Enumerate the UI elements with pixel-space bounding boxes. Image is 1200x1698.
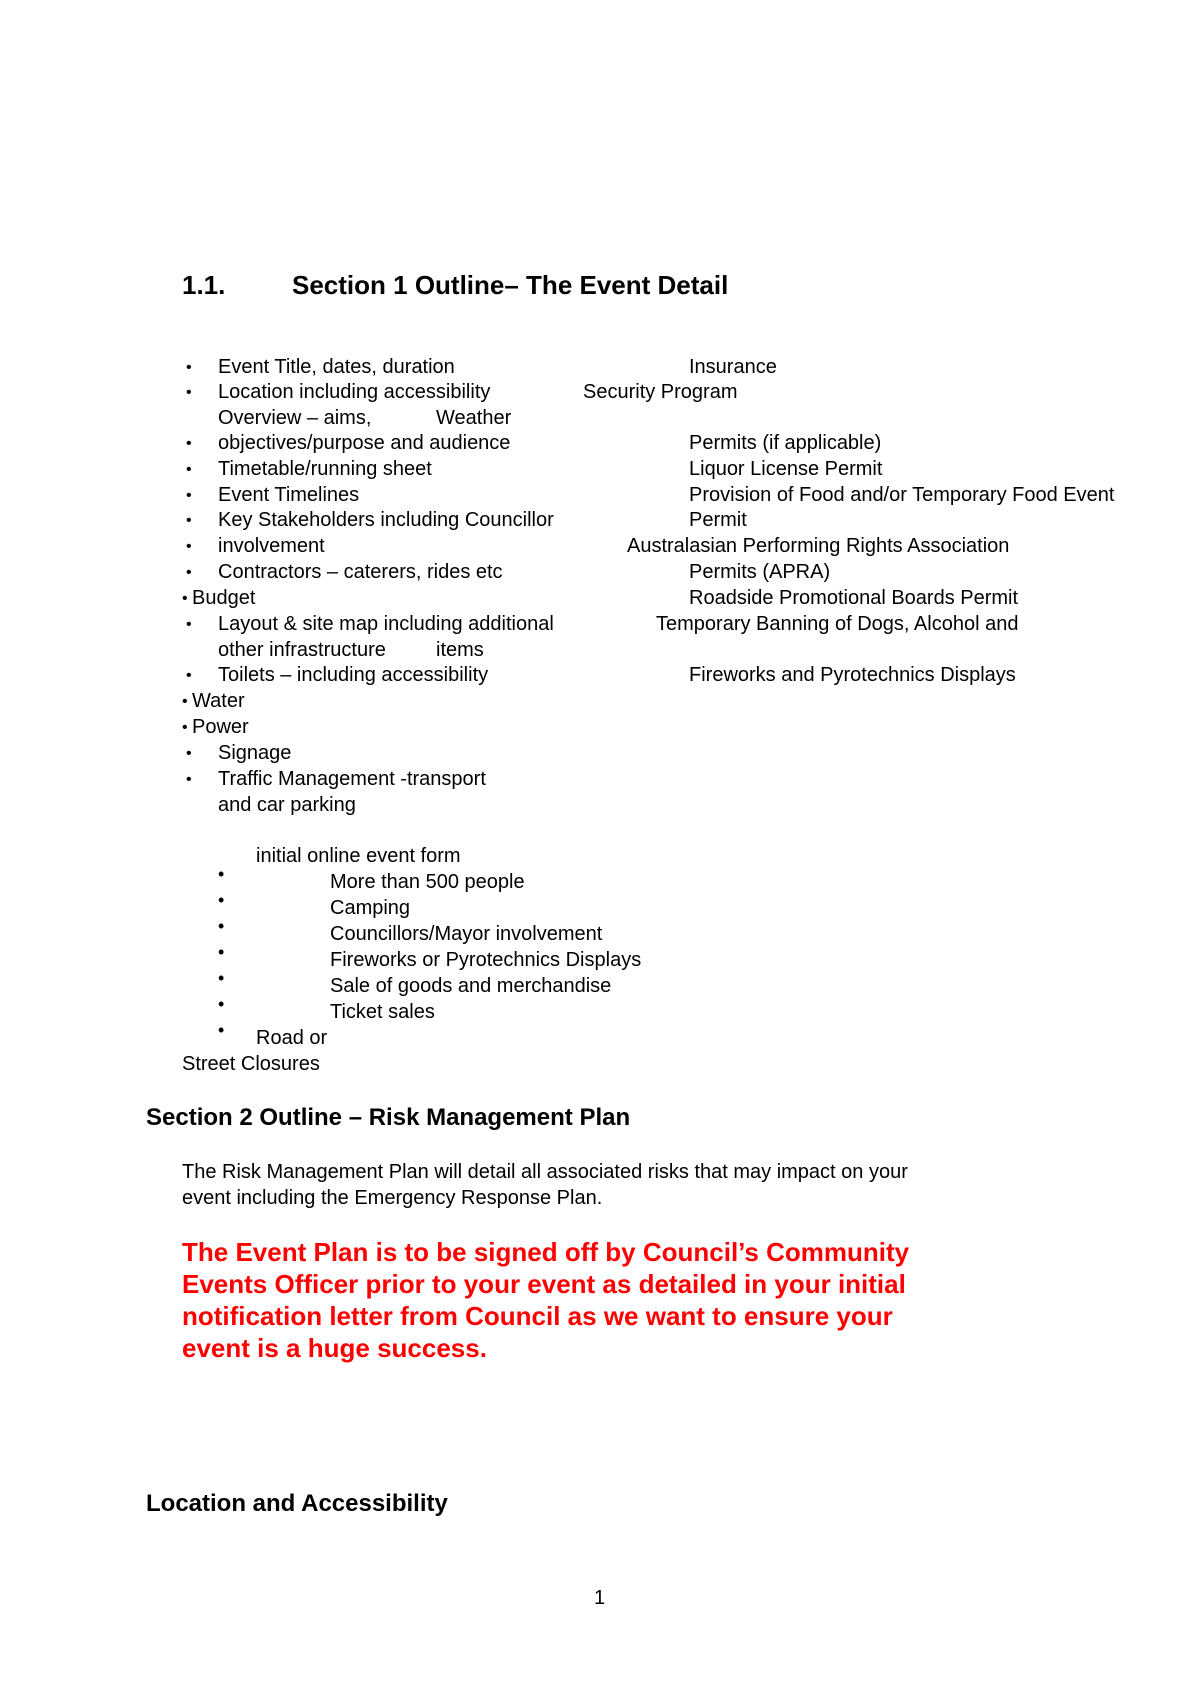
- list-item: Toilets – including accessibility: [218, 664, 489, 686]
- list-item: Permits (if applicable): [689, 432, 882, 454]
- bullet: •: [186, 564, 192, 581]
- list-item: other infrastructure: [218, 639, 386, 661]
- bullet: •: [218, 942, 225, 962]
- page-number: 1: [594, 1587, 606, 1609]
- list-item: Location including accessibility: [218, 381, 491, 403]
- notice-line: Events Officer prior to your event as detailed in your initial: [182, 1269, 906, 1299]
- bullet: •: [182, 590, 188, 607]
- bullet: •: [182, 719, 188, 736]
- list-item: Fireworks and Pyrotechnics Displays: [689, 664, 1016, 686]
- list-item: Layout & site map including additional: [218, 613, 554, 635]
- section-2-title: Section 2 Outline – Risk Management Plan: [146, 1104, 631, 1131]
- list-item: Key Stakeholders including Councillor: [218, 509, 554, 531]
- list-item: Ticket sales: [330, 1001, 435, 1023]
- bullet: •: [182, 693, 188, 710]
- bullet: •: [218, 916, 225, 936]
- bullet: •: [186, 667, 192, 684]
- section-3-title: Location and Accessibility: [146, 1490, 448, 1517]
- list-item: items: [436, 639, 484, 661]
- bullet: •: [186, 435, 192, 452]
- list-intro: initial online event form: [256, 845, 461, 867]
- bullet: •: [186, 771, 192, 788]
- bullet: •: [186, 512, 192, 529]
- list-item: Insurance: [689, 356, 777, 378]
- list-item: Fireworks or Pyrotechnics Displays: [330, 949, 642, 971]
- paragraph-line: event including the Emergency Response Plan.: [182, 1187, 603, 1209]
- bullet: •: [186, 745, 192, 762]
- list-item: involvement: [218, 535, 325, 557]
- list-item: Road or: [256, 1027, 328, 1049]
- bullet: •: [218, 994, 225, 1014]
- list-item: Security Program: [583, 381, 738, 403]
- list-item: Sale of goods and merchandise: [330, 975, 612, 997]
- notice-line: The Event Plan is to be signed off by Council’s Community: [182, 1237, 910, 1267]
- paragraph-line: The Risk Management Plan will detail all associated risks that may impact on your: [182, 1161, 908, 1183]
- bullet: •: [218, 968, 225, 988]
- bullet: •: [186, 487, 192, 504]
- list-item: Permits (APRA): [689, 561, 831, 583]
- list-item: Water: [192, 690, 245, 712]
- bullet: •: [186, 461, 192, 478]
- bullet: •: [218, 1020, 225, 1040]
- list-item: Power: [192, 716, 249, 738]
- bullet: •: [186, 384, 192, 401]
- notice-line: notification letter from Council as we want to ensure your: [182, 1301, 893, 1331]
- list-item: More than 500 people: [330, 871, 525, 893]
- bullet: •: [186, 359, 192, 376]
- list-item: Overview – aims,: [218, 407, 372, 429]
- bullet: •: [186, 616, 192, 633]
- section-number: 1.1.: [182, 270, 226, 300]
- list-item: and car parking: [218, 794, 356, 816]
- list-item: Liquor License Permit: [689, 458, 883, 480]
- list-item: Councillors/Mayor involvement: [330, 923, 603, 945]
- list-item: Contractors – caterers, rides etc: [218, 561, 503, 583]
- list-item: objectives/purpose and audience: [218, 432, 511, 454]
- bullet: •: [218, 864, 225, 884]
- list-item: Weather: [436, 407, 512, 429]
- list-item: Budget: [192, 587, 256, 609]
- section-1-title: Section 1 Outline– The Event Detail: [292, 270, 729, 300]
- list-item: Street Closures: [182, 1053, 320, 1075]
- list-item: Signage: [218, 742, 292, 764]
- list-item: Event Title, dates, duration: [218, 356, 455, 378]
- bullet: •: [186, 538, 192, 555]
- list-item: Temporary Banning of Dogs, Alcohol and: [656, 613, 1019, 635]
- list-item: Australasian Performing Rights Association: [627, 535, 1010, 557]
- list-item: Permit: [689, 509, 747, 531]
- bullet: •: [218, 890, 225, 910]
- list-item: Roadside Promotional Boards Permit: [689, 587, 1019, 609]
- list-item: Camping: [330, 897, 411, 919]
- list-item: Event Timelines: [218, 484, 360, 506]
- list-item: Traffic Management -transport: [218, 768, 486, 790]
- list-item: Timetable/running sheet: [218, 458, 432, 480]
- notice-line: event is a huge success.: [182, 1333, 487, 1363]
- list-item: Provision of Food and/or Temporary Food Event: [689, 484, 1115, 506]
